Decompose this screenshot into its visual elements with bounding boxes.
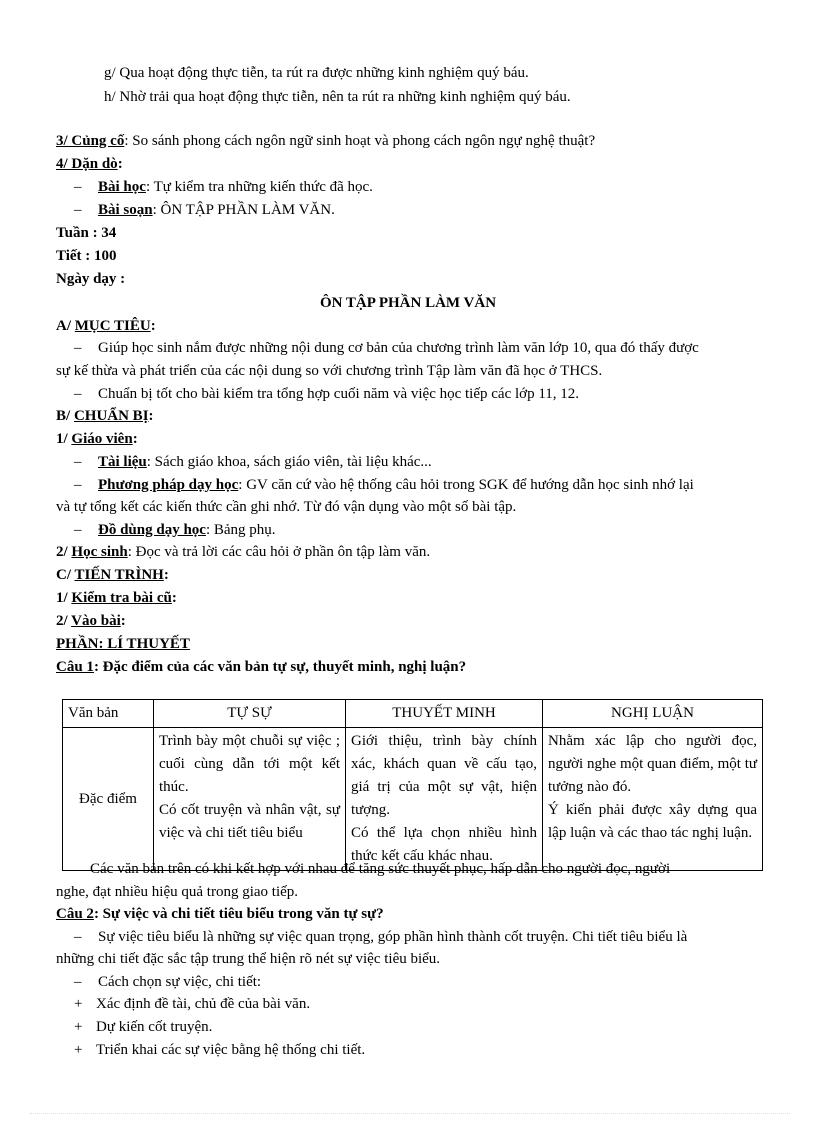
dash-bullet: – xyxy=(74,522,82,538)
line-h: h/ Nhờ trải qua hoạt động thực tiễn, nên ta rút ra những kinh nghiệm quý báu. xyxy=(104,89,571,105)
cau1-label: Câu 1 xyxy=(56,659,94,675)
tusu-point-1: Trình bày một chuỗi sự việc ; cuối cùng dẫn tới một kết thúc. xyxy=(159,733,340,795)
muctieu-heading xyxy=(56,315,156,337)
plus-bullet: + xyxy=(74,1042,83,1058)
table-header-cell: Văn bản xyxy=(63,700,154,728)
page-bottom-divider xyxy=(30,1113,790,1114)
tientrinh-prefix: C/ xyxy=(56,567,75,583)
nghiluan-point-2: Ý kiến phải được xây dựng qua lập luận và các thao tác nghị luận. xyxy=(548,802,757,841)
cungco-label: 3/ Củng cố xyxy=(56,133,125,149)
plus-bullet: + xyxy=(74,996,83,1012)
tientrinh-heading xyxy=(56,564,169,586)
muctieu-item2-text: Chuẩn bị tốt cho bài kiểm tra tổng hợp cuối năm và việc học tiếp các lớp 11, 12. xyxy=(98,386,580,402)
muctieu-colon: : xyxy=(150,318,156,334)
cau2-p1-text: Sự việc tiêu biểu là những sự việc quan trọng, góp phần hình thành cốt truyện. Chi tiết tiêu biểu là xyxy=(98,929,688,945)
tusu-point-2: Có cốt truyện và nhân vật, sự việc và chi tiết tiêu biểu xyxy=(159,802,340,841)
dodung-line xyxy=(74,519,276,541)
kiemtra-prefix: 1/ xyxy=(56,590,72,606)
phuongphap-label: Phương pháp dạy học xyxy=(98,477,239,493)
cau2-p1-line2: những chi tiết đặc sắc tập trung thể hiện rõ nét sự việc tiêu biểu. xyxy=(56,951,441,967)
dash-bullet: – xyxy=(74,974,82,990)
giaovien-label: Giáo viên xyxy=(71,431,133,447)
dando-item-baisoan xyxy=(74,199,335,221)
cau2-p2 xyxy=(74,971,261,993)
tailieu-text: : Sách giáo khoa, sách giáo viên, tài liệu khác... xyxy=(146,454,432,470)
cungco-line xyxy=(56,130,595,152)
plus-bullet: + xyxy=(74,1019,83,1035)
dodung-label: Đồ dùng dạy học xyxy=(98,522,206,538)
table-row-label: Đặc điểm xyxy=(63,728,154,871)
dando-item-baihoc xyxy=(74,176,373,198)
phuongphap-line1 xyxy=(74,474,694,496)
giaovien-heading xyxy=(56,428,138,450)
chuanbi-colon: : xyxy=(148,408,154,424)
muctieu-item2 xyxy=(74,383,579,405)
table-cell-thuyetminh xyxy=(346,728,543,871)
dash-bullet: – xyxy=(74,340,82,356)
giaovien-prefix: 1/ xyxy=(56,431,72,447)
vaobai-label: Vào bài xyxy=(71,613,121,629)
vaobai-colon: : xyxy=(120,613,126,629)
dando-heading xyxy=(56,153,123,175)
muctieu-item1-line1 xyxy=(74,337,699,359)
tientrinh-label: TIẾN TRÌNH xyxy=(74,567,164,583)
plus-item-text: Dự kiến cốt truyện. xyxy=(96,1019,213,1035)
dash-bullet: – xyxy=(74,477,82,493)
cau2-heading xyxy=(56,903,384,925)
table-header-cell: TỰ SỰ xyxy=(154,700,346,728)
thuyetminh-point-1: Giới thiệu, trình bày chính xác, khách quan về cấu tạo, giá trị của một sự vật, hiện tượng. xyxy=(351,733,537,818)
tailieu-label: Tài liệu xyxy=(98,454,147,470)
tientrinh-colon: : xyxy=(163,567,169,583)
phuongphap-text: : GV căn cứ vào hệ thống câu hỏi trong SGK để hướng dẫn học sinh nhớ lại xyxy=(238,477,694,493)
cau1-text: : Đặc điểm của các văn bản tự sự, thuyết minh, nghị luận? xyxy=(93,659,467,675)
muctieu-item1-text: Giúp học sinh nắm được những nội dung cơ bản của chương trình làm văn lớp 10, qua đó thấy được xyxy=(98,340,699,356)
cau2-plus-1 xyxy=(74,993,310,1015)
dodung-text: : Bảng phụ. xyxy=(205,522,276,538)
plus-item-text: Triển khai các sự việc bằng hệ thống chi tiết. xyxy=(96,1042,366,1058)
dash-bullet: – xyxy=(74,929,82,945)
table-row xyxy=(63,728,763,871)
lythuyet-heading: PHẦN: LÍ THUYẾT xyxy=(56,636,190,652)
cau1-heading xyxy=(56,656,466,678)
cau2-plus-3 xyxy=(74,1039,365,1061)
tiet: Tiết : 100 xyxy=(56,248,117,264)
tailieu-line xyxy=(74,451,432,473)
after-table-line1: Các văn bản trên có khi kết hợp với nhau để tăng sức thuyết phục, hấp dẫn cho người đọc, người xyxy=(90,861,671,877)
after-table-line2: nghe, đạt nhiều hiệu quả trong giao tiếp. xyxy=(56,884,299,900)
hocsinh-text: : Đọc và trả lời các câu hỏi ở phần ôn tập làm văn. xyxy=(127,544,431,560)
cau2-text: : Sự việc và chi tiết tiêu biểu trong văn tự sự? xyxy=(93,906,384,922)
dando-heading-colon: : xyxy=(117,156,123,172)
plus-item-text: Xác định đề tài, chủ đề của bài văn. xyxy=(96,996,311,1012)
chuanbi-label: CHUẨN BỊ xyxy=(73,408,149,424)
dash-bullet: – xyxy=(74,386,82,402)
nghiluan-point-1: Nhằm xác lập cho người đọc, người nghe một quan điểm, một tư tưởng nào đó. xyxy=(548,733,757,795)
baisoan-text: : ÔN TẬP PHẦN LÀM VĂN. xyxy=(152,202,335,218)
cau2-label: Câu 2 xyxy=(56,906,94,922)
cau2-p2-text: Cách chọn sự việc, chi tiết: xyxy=(98,974,262,990)
kiemtra-heading xyxy=(56,587,177,609)
comparison-table xyxy=(62,699,763,871)
dash-bullet: – xyxy=(74,179,82,195)
chuanbi-heading xyxy=(56,405,154,427)
ngay-day: Ngày dạy : xyxy=(56,271,126,287)
table-header-cell: NGHỊ LUẬN xyxy=(543,700,763,728)
dando-heading-text: 4/ Dặn dò xyxy=(56,156,118,172)
cau2-plus-2 xyxy=(74,1016,212,1038)
table-header-cell: THUYẾT MINH xyxy=(346,700,543,728)
table-cell-tusu xyxy=(154,728,346,871)
muctieu-item1-line2: sự kế thừa và phát triển của các nội dung so với chương trình Tập làm văn đã học ở THCS. xyxy=(56,363,603,379)
phuongphap-line2: và tự tổng kết các kiến thức cần ghi nhớ. Từ đó vận dụng vào một số bài tập. xyxy=(56,499,517,515)
thuyetminh-point-2: Có thể lựa chọn nhiều hình thức kết cấu khác nhau. xyxy=(351,825,537,864)
tuan: Tuần : 34 xyxy=(56,225,117,241)
vaobai-prefix: 2/ xyxy=(56,613,72,629)
muctieu-prefix: A/ xyxy=(56,318,75,334)
chuanbi-prefix: B/ xyxy=(56,408,74,424)
table-cell-nghiluan xyxy=(543,728,763,871)
cungco-text: : So sánh phong cách ngôn ngữ sinh hoạt và phong cách ngôn ngự nghệ thuật? xyxy=(124,133,596,149)
lesson-title: ÔN TẬP PHẦN LÀM VĂN xyxy=(319,295,497,311)
baihoc-text: : Tự kiểm tra những kiến thức đã học. xyxy=(145,179,373,195)
dash-bullet: – xyxy=(74,454,82,470)
kiemtra-colon: : xyxy=(171,590,177,606)
line-g: g/ Qua hoạt động thực tiễn, ta rút ra được những kinh nghiệm quý báu. xyxy=(104,65,529,81)
dash-bullet: – xyxy=(74,202,82,218)
cau2-p1-line1 xyxy=(74,926,687,948)
giaovien-colon: : xyxy=(132,431,138,447)
hocsinh-label: Học sinh xyxy=(71,544,128,560)
baisoan-label: Bài soạn xyxy=(98,202,153,218)
kiemtra-label: Kiểm tra bài cũ xyxy=(71,590,172,606)
baihoc-label: Bài học xyxy=(98,179,146,195)
hocsinh-line xyxy=(56,541,430,563)
vaobai-heading xyxy=(56,610,126,632)
table-header-row xyxy=(63,700,763,728)
muctieu-label: MỤC TIÊU xyxy=(74,318,151,334)
hocsinh-prefix: 2/ xyxy=(56,544,72,560)
